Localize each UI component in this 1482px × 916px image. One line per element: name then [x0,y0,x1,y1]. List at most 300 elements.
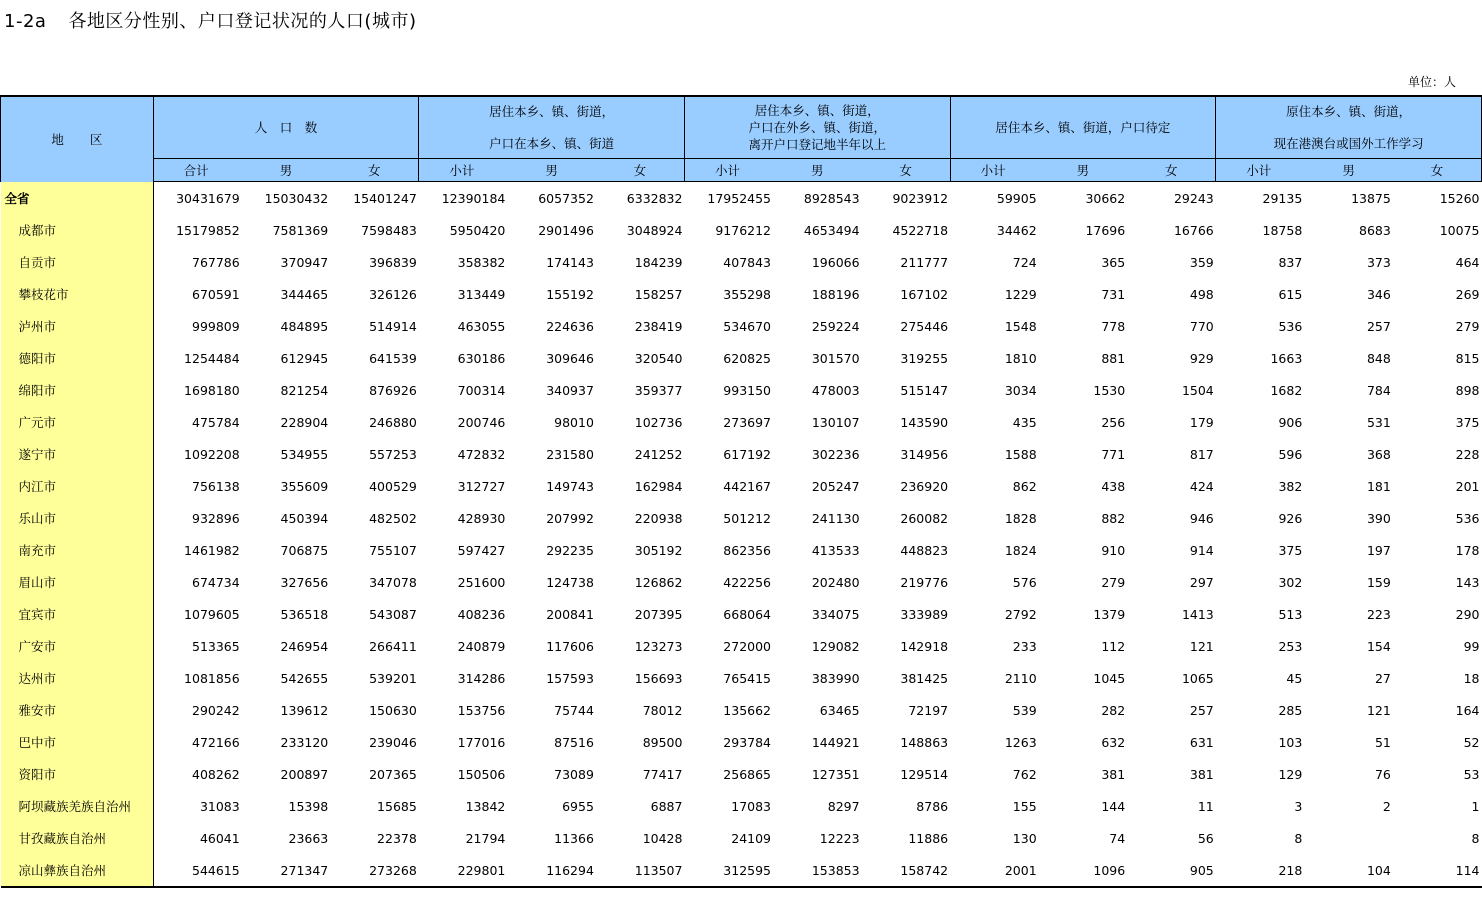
value-cell: 15398 [288,798,329,814]
table-row [1,246,1482,278]
group-header-line: 离开户口登记地半年以上 [748,137,887,152]
value-cell: 293784 [723,734,772,750]
value-cell: 428930 [457,510,506,526]
value-cell: 424 [1189,478,1214,494]
value-cell: 246954 [280,638,329,654]
value-cell: 340937 [546,382,594,398]
value-cell: 127351 [811,766,860,782]
value-cell: 312595 [684,854,773,887]
region-cell: 阿坝藏族羌族自治州 [1,790,154,822]
value-cell: 197 [1366,542,1391,558]
value-cell: 413533 [811,542,860,558]
region-cell: 遂宁市 [1,438,154,470]
value-cell: 233 [1012,638,1037,654]
value-cell: 23663 [288,830,329,846]
group-header-line: 居住本乡、镇、街道， [489,104,615,119]
value-cell: 359 [1189,254,1214,270]
subcolumn-header: 男 [1039,159,1128,182]
value-cell: 200746 [457,414,506,430]
value-cell: 848 [1366,350,1391,366]
table-row [1,470,1482,502]
value-cell: 370947 [280,254,329,270]
value-cell: 617192 [723,446,772,462]
value-cell: 1081856 [184,670,240,686]
value-cell: 155 [1012,798,1037,814]
value-cell: 7598483 [361,222,417,238]
value-cell: 620825 [723,350,772,366]
value-cell: 407843 [723,254,772,270]
value-cell: 164 [1455,702,1480,718]
value-cell: 932896 [192,510,240,526]
value-cell: 10075 [1439,222,1480,238]
group-header-local [419,96,685,159]
value-cell: 34462 [996,222,1037,238]
table-row [1,374,1482,406]
value-cell: 472166 [192,734,240,750]
value-cell: 149743 [546,478,594,494]
value-cell: 228904 [280,414,329,430]
value-cell: 260082 [900,510,949,526]
value-cell: 381 [1189,766,1214,782]
value-cell: 631 [1189,734,1214,750]
value-cell: 74 [1109,830,1126,846]
value-cell: 11886 [908,830,949,846]
value-cell: 355298 [723,286,772,302]
value-cell: 8683 [1359,222,1391,238]
value-cell: 5950420 [449,222,506,238]
value-cell: 10428 [642,830,683,846]
value-cell: 2 [1382,798,1391,814]
value-cell: 6332832 [626,190,683,206]
value-cell: 484895 [280,318,329,334]
value-cell: 327656 [280,574,329,590]
value-cell: 438 [1101,478,1126,494]
subcolumn-header: 男 [773,159,862,182]
value-cell: 158257 [634,286,683,302]
value-cell: 539 [1012,702,1037,718]
value-cell: 539201 [369,670,417,686]
table-row [1,726,1482,758]
value-cell: 188196 [811,286,860,302]
value-cell: 514914 [369,318,417,334]
value-cell: 297 [1189,574,1214,590]
value-cell: 282 [1101,702,1126,718]
value-cell: 158742 [862,854,951,887]
table-row [1,438,1482,470]
table-row [1,406,1482,438]
subcolumn-header: 女 [1393,159,1482,182]
unit-label: 单位：人 [1407,75,1456,89]
value-cell: 767786 [192,254,240,270]
value-cell: 15260 [1439,190,1480,206]
value-cell: 862 [1012,478,1037,494]
value-cell: 130107 [811,414,860,430]
value-cell: 4522718 [892,222,949,238]
region-cell: 达州市 [1,662,154,694]
value-cell: 2901496 [538,222,594,238]
value-cell: 815 [1455,350,1480,366]
value-cell: 837 [1278,254,1303,270]
subcolumn-header: 小计 [950,159,1039,182]
value-cell: 22378 [377,830,417,846]
value-cell: 124738 [546,574,594,590]
value-cell: 375 [1278,542,1303,558]
value-cell: 1263 [1004,734,1037,750]
value-cell: 200841 [546,606,594,622]
value-cell: 390 [1366,510,1391,526]
value-cell: 238419 [634,318,683,334]
value-cell: 89500 [642,734,683,750]
value-cell: 87516 [554,734,594,750]
value-cell [1304,822,1393,854]
value-cell: 253 [1278,638,1303,654]
value-cell: 148863 [900,734,949,750]
region-cell: 广安市 [1,630,154,662]
value-cell: 6057352 [538,190,594,206]
population-table [0,95,1482,888]
value-cell: 279 [1101,574,1126,590]
value-cell: 275446 [900,318,949,334]
value-cell: 31083 [199,798,240,814]
value-cell: 29135 [1262,190,1303,206]
value-cell: 104 [1304,854,1393,887]
value-cell: 373 [1366,254,1391,270]
group-header-pending [950,96,1216,159]
value-cell: 368 [1366,446,1391,462]
subcolumn-header: 合计 [153,159,242,182]
subcolumn-header: 女 [1127,159,1216,182]
value-cell: 52 [1463,734,1480,750]
region-cell: 自贡市 [1,246,154,278]
value-cell: 16766 [1173,222,1214,238]
value-cell: 117606 [546,638,594,654]
value-cell: 236920 [900,478,949,494]
value-cell: 2792 [1004,606,1037,622]
value-cell: 12223 [819,830,860,846]
value-cell: 200897 [280,766,329,782]
region-cell: 广元市 [1,406,154,438]
value-cell: 46041 [199,830,240,846]
value-cell: 817 [1189,446,1214,462]
value-cell: 219776 [900,574,949,590]
value-cell: 129 [1278,766,1303,782]
value-cell: 2001 [950,854,1039,887]
region-cell: 资阳市 [1,758,154,790]
region-cell: 眉山市 [1,566,154,598]
value-cell: 257 [1189,702,1214,718]
value-cell: 228 [1455,446,1480,462]
table-row [1,758,1482,790]
value-cell: 1254484 [184,350,240,366]
value-cell: 229801 [419,854,508,887]
value-cell: 536518 [280,606,329,622]
value-cell: 59905 [996,190,1037,206]
value-cell: 273697 [723,414,772,430]
table-title: 各地区分性别、户口登记状况的人口(城市) [68,11,417,32]
value-cell: 450394 [280,510,329,526]
value-cell: 597427 [457,542,506,558]
value-cell: 224636 [546,318,594,334]
value-cell: 334075 [811,606,860,622]
value-cell: 21794 [465,830,506,846]
group-header-line: 户口在本乡、镇、街道 [489,136,615,151]
value-cell: 103 [1278,734,1303,750]
value-cell: 17952455 [707,190,772,206]
value-cell: 223 [1366,606,1391,622]
value-cell: 1 [1471,798,1480,814]
value-cell: 29243 [1173,190,1214,206]
value-cell: 153853 [773,854,862,887]
value-cell: 6887 [650,798,683,814]
value-cell: 121 [1366,702,1391,718]
value-cell: 408236 [457,606,506,622]
value-cell: 257 [1366,318,1391,334]
value-cell: 596 [1278,446,1303,462]
value-cell: 121 [1189,638,1214,654]
group-header-line: 现在港澳台或国外工作学习 [1273,136,1424,151]
value-cell: 8297 [827,798,860,814]
group-header-line: 居住本乡、镇、街道， [754,103,880,118]
value-cell: 771 [1101,446,1126,462]
region-header: 地区 [1,96,154,182]
value-cell: 482502 [369,510,417,526]
value-cell: 346 [1366,286,1391,302]
value-cell: 202480 [811,574,860,590]
value-cell: 45 [1286,670,1303,686]
value-cell: 946 [1189,510,1214,526]
value-cell: 383990 [811,670,860,686]
region-cell: 甘孜藏族自治州 [1,822,154,854]
value-cell: 144 [1101,798,1126,814]
value-cell: 312727 [457,478,506,494]
value-cell: 302236 [811,446,860,462]
value-cell: 1682 [1270,382,1303,398]
value-cell: 396839 [369,254,417,270]
region-cell: 宜宾市 [1,598,154,630]
value-cell: 15030432 [264,190,329,206]
value-cell: 9176212 [715,222,772,238]
value-cell: 181 [1366,478,1391,494]
value-cell: 882 [1101,510,1126,526]
value-cell: 821254 [280,382,329,398]
value-cell: 448823 [900,542,949,558]
group-header-line: 人 口 数 [254,120,318,135]
region-cell: 南充市 [1,534,154,566]
value-cell: 144921 [811,734,860,750]
value-cell: 1548 [1004,318,1037,334]
value-cell: 706875 [280,542,329,558]
value-cell: 8928543 [803,190,860,206]
value-cell: 207365 [369,766,417,782]
table-row [1,598,1482,630]
region-cell: 泸州市 [1,310,154,342]
value-cell: 668064 [723,606,772,622]
value-cell: 531 [1366,414,1391,430]
value-cell: 27 [1374,670,1391,686]
value-cell: 220938 [634,510,683,526]
value-cell: 778 [1101,318,1126,334]
value-cell: 150506 [457,766,506,782]
value-cell: 116294 [507,854,596,887]
value-cell: 30431679 [176,190,240,206]
value-cell: 6955 [562,798,594,814]
region-cell: 凉山彝族自治州 [1,854,154,887]
region-cell: 全省 [1,182,154,215]
value-cell: 359377 [634,382,683,398]
value-cell: 382 [1278,478,1303,494]
region-cell: 德阳市 [1,342,154,374]
value-cell: 251600 [457,574,506,590]
table-row [1,534,1482,566]
value-cell: 17696 [1085,222,1126,238]
value-cell: 98010 [554,414,594,430]
value-cell: 314956 [900,446,949,462]
group-header-abroad [1216,96,1482,159]
value-cell: 7581369 [272,222,329,238]
value-cell: 269 [1455,286,1480,302]
table-row [1,822,1482,854]
value-cell: 174143 [546,254,594,270]
subcolumn-header: 男 [507,159,596,182]
value-cell: 75744 [554,702,594,718]
value-cell: 770 [1189,318,1214,334]
value-cell: 326126 [369,286,417,302]
value-cell: 201 [1455,478,1480,494]
value-cell: 914 [1189,542,1214,558]
value-cell: 177016 [457,734,506,750]
value-cell: 1461982 [184,542,240,558]
value-cell: 670591 [192,286,240,302]
value-cell: 375 [1455,414,1480,430]
value-cell: 1413 [1181,606,1214,622]
value-cell: 784 [1366,382,1391,398]
value-cell: 256865 [723,766,772,782]
value-cell: 543087 [369,606,417,622]
value-cell: 102736 [634,414,683,430]
value-cell: 30662 [1085,190,1126,206]
value-cell: 906 [1278,414,1303,430]
value-cell: 290242 [192,702,240,718]
value-cell: 285 [1278,702,1303,718]
subcolumn-header: 小计 [419,159,508,182]
table-code: 1-2a [4,11,47,32]
value-cell: 240879 [457,638,506,654]
value-cell: 241252 [634,446,683,462]
table-row [1,854,1482,887]
value-cell: 150630 [369,702,417,718]
value-cell: 365 [1101,254,1126,270]
value-cell: 2110 [1004,670,1037,686]
value-cell: 142918 [900,638,949,654]
value-cell: 1504 [1181,382,1214,398]
value-cell: 135662 [723,702,772,718]
table-row [1,790,1482,822]
value-cell: 305192 [634,542,683,558]
value-cell: 1828 [1004,510,1037,526]
value-cell: 154 [1366,638,1391,654]
value-cell: 862356 [723,542,772,558]
value-cell: 755107 [369,542,417,558]
header-row-groups [1,96,1482,159]
value-cell: 153756 [457,702,506,718]
value-cell: 700314 [457,382,506,398]
value-cell: 534670 [723,318,772,334]
table-row [1,342,1482,374]
value-cell: 184239 [634,254,683,270]
header-row-subcolumns [1,159,1482,182]
value-cell: 211777 [900,254,949,270]
table-row [1,214,1482,246]
value-cell: 15401247 [353,190,417,206]
value-cell: 143590 [900,414,949,430]
value-cell: 910 [1101,542,1126,558]
value-cell: 13842 [465,798,506,814]
value-cell: 302 [1278,574,1303,590]
subcolumn-header: 女 [330,159,419,182]
value-cell: 4653494 [803,222,860,238]
value-cell: 929 [1189,350,1214,366]
group-header-line: 户口在外乡、镇、街道， [748,120,887,135]
table-body [1,182,1482,888]
region-cell: 绵阳市 [1,374,154,406]
value-cell: 381 [1101,766,1126,782]
value-cell: 266411 [369,638,417,654]
value-cell: 17083 [731,798,772,814]
value-cell: 3048924 [626,222,683,238]
region-cell: 攀枝花市 [1,278,154,310]
value-cell: 632 [1101,734,1126,750]
value-cell: 178 [1455,542,1480,558]
value-cell: 272000 [723,638,772,654]
value-cell: 478003 [811,382,860,398]
value-cell: 143 [1455,574,1480,590]
value-cell: 1079605 [184,606,240,622]
value-cell: 309646 [546,350,594,366]
value-cell: 442167 [723,478,772,494]
value-cell: 218 [1216,854,1305,887]
value-cell: 3034 [1004,382,1037,398]
value-cell: 344465 [280,286,329,302]
value-cell: 9023912 [892,190,949,206]
value-cell: 557253 [369,446,417,462]
value-cell: 139612 [280,702,329,718]
value-cell: 381425 [900,670,949,686]
subcolumn-header: 小计 [684,159,773,182]
value-cell: 162984 [634,478,683,494]
value-cell: 724 [1012,254,1037,270]
value-cell: 1065 [1181,670,1214,686]
value-cell: 542655 [280,670,329,686]
value-cell: 333989 [900,606,949,622]
value-cell: 99 [1463,638,1480,654]
value-cell: 205247 [811,478,860,494]
value-cell: 15179852 [176,222,240,238]
table-row [1,502,1482,534]
region-cell: 成都市 [1,214,154,246]
value-cell: 475784 [192,414,240,430]
value-cell: 464 [1455,254,1480,270]
value-cell: 314286 [457,670,506,686]
region-cell: 巴中市 [1,726,154,758]
value-cell: 3 [1294,798,1303,814]
value-cell: 179 [1189,414,1214,430]
region-cell: 乐山市 [1,502,154,534]
value-cell: 762 [1012,766,1037,782]
value-cell: 256 [1101,414,1126,430]
value-cell: 641539 [369,350,417,366]
value-cell: 159 [1366,574,1391,590]
value-cell: 73089 [554,766,594,782]
